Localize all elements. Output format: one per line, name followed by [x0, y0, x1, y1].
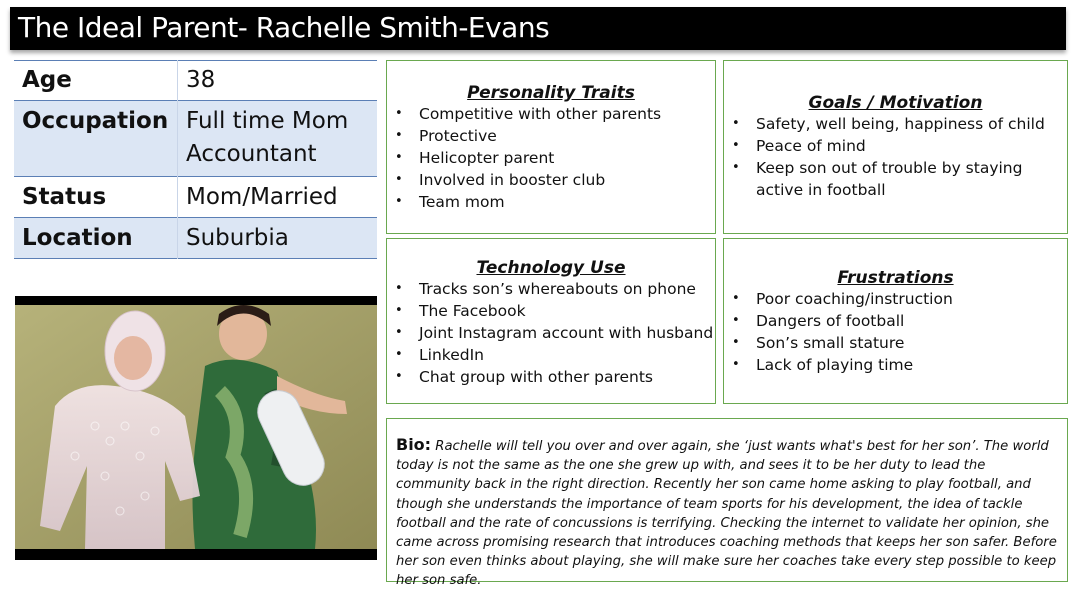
goals-list [724, 113, 1067, 201]
bio-text: Rachelle will tell you over and over again, she ‘just wants what's best for her son’. The world today is not the same as the one she grew up with, and sees it to be her duty to lead the community back in the right direction. Recently her son came home asking to play football, and though she understands the importance of team sports for his development, the idea of tackle football and the rate of concussions is terrifying. Checking the internet to validate her opinion, she came across promising research that introduces coaching methods that keeps her son safer. Before her son even thinks about playing, she will make sure her coaches take every step possible to keep her son safe. [396, 439, 1057, 589]
title-bar [10, 7, 1066, 50]
list-item: • Protective [387, 125, 715, 147]
list-item: • The Facebook [387, 300, 715, 322]
list-item: • Helicopter parent [387, 147, 715, 169]
personality-traits-box [386, 60, 716, 234]
list-item: • Peace of mind [724, 135, 1067, 157]
bio-label: Bio: [396, 435, 432, 454]
profile-value: Full time Mom Accountant [178, 101, 378, 177]
list-item: • Joint Instagram account with husband [387, 322, 715, 344]
technology-list [387, 278, 715, 388]
list-item: • Dangers of football [724, 310, 1067, 332]
frustrations-box [723, 238, 1068, 404]
list-item: • Keep son out of trouble by staying active in football [724, 157, 1067, 201]
bio-box [386, 418, 1068, 589]
profile-value: 38 [178, 61, 378, 101]
list-item: • Chat group with other parents [387, 366, 715, 388]
profile-row-occupation [14, 101, 377, 177]
profile-row-location [14, 218, 377, 259]
list-item: • Tracks son’s whereabouts on phone [387, 278, 715, 300]
frustrations-list [724, 288, 1067, 376]
list-item: • Son’s small stature [724, 332, 1067, 354]
list-item: • Poor coaching/instruction [724, 288, 1067, 310]
list-item: • Lack of playing time [724, 354, 1067, 376]
bio-paragraph [396, 435, 1057, 591]
profile-value: Suburbia [178, 218, 378, 259]
personality-list [387, 103, 715, 213]
list-item: • LinkedIn [387, 344, 715, 366]
frustrations-heading: Frustrations [837, 268, 954, 288]
list-item: • Competitive with other parents [387, 103, 715, 125]
profile-row-status [14, 177, 377, 218]
profile-table [14, 60, 377, 259]
technology-use-box [386, 238, 716, 404]
profile-label: Status [22, 184, 107, 210]
list-item: • Team mom [387, 191, 715, 213]
page-title: The Ideal Parent- Rachelle Smith-Evans [18, 11, 550, 44]
goals-heading: Goals / Motivation [808, 93, 983, 113]
personality-heading: Personality Traits [467, 83, 635, 103]
profile-label: Occupation [14, 101, 178, 177]
list-item: • Safety, well being, happiness of child [724, 113, 1067, 135]
persona-photo [15, 296, 377, 560]
profile-label: Location [14, 218, 178, 259]
goals-motivation-box [723, 60, 1068, 234]
technology-heading: Technology Use [476, 258, 626, 278]
profile-label: Age [22, 67, 72, 93]
profile-row-age [14, 61, 377, 101]
list-item: • Involved in booster club [387, 169, 715, 191]
profile-value: Mom/Married [178, 177, 378, 218]
